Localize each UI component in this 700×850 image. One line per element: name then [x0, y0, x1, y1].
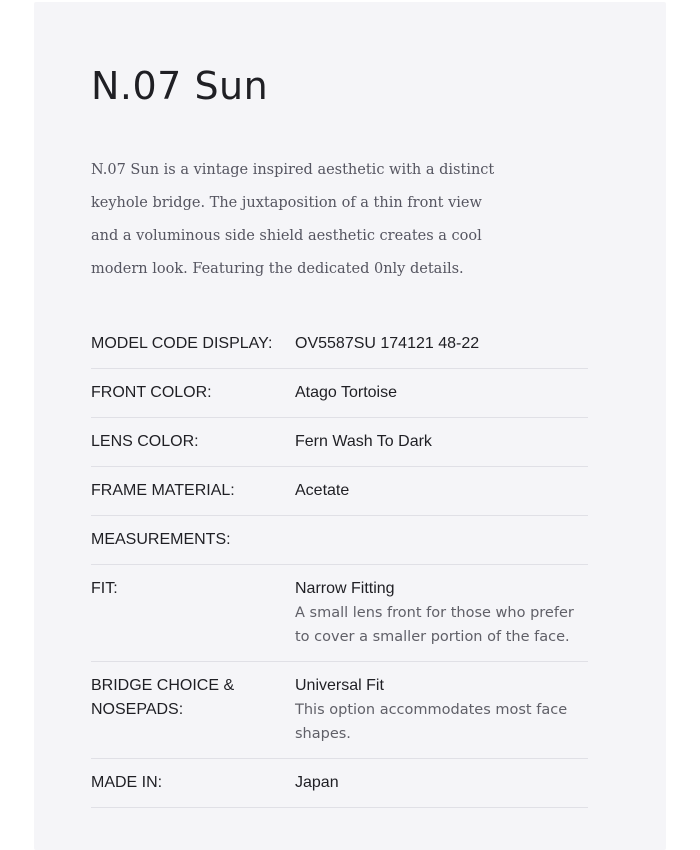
spec-row-front-color	[91, 381, 588, 418]
spec-value-text: Narrow Fitting	[295, 580, 395, 597]
spec-row-bridge-choice	[91, 674, 588, 759]
spec-row-lens-color	[91, 430, 588, 467]
spec-label: FRONT COLOR:	[91, 384, 212, 401]
product-details-panel	[34, 2, 666, 850]
spec-label: LENS COLOR:	[91, 433, 199, 450]
spec-label: FIT:	[91, 580, 118, 597]
spec-label: MADE IN:	[91, 774, 163, 791]
spec-label: BRIDGE CHOICE & NOSEPADS:	[91, 677, 235, 718]
spec-value	[295, 332, 588, 356]
spec-value-text: Acetate	[295, 482, 350, 499]
spec-value	[295, 674, 588, 746]
spec-row-fit	[91, 577, 588, 662]
spec-value	[295, 528, 588, 552]
spec-row-measurements	[91, 528, 588, 565]
product-description: N.07 Sun is a vintage inspired aesthetic with a distinct keyhole bridge. The juxtaposition of a thin front view and a voluminous side shield aesthetic creates a cool modern look. Featuring the dedicated 0nly details.	[91, 162, 495, 277]
spec-row-model-code	[91, 332, 588, 369]
spec-value	[295, 771, 588, 795]
spec-value-text: Atago Tortoise	[295, 384, 397, 401]
spec-value-note: A small lens front for those who prefer to cover a smaller portion of the face.	[295, 605, 574, 645]
spec-value	[295, 577, 588, 649]
spec-label: FRAME MATERIAL:	[91, 482, 235, 499]
spec-value-text: Fern Wash To Dark	[295, 433, 432, 450]
spec-value-text: OV5587SU 174121 48-22	[295, 335, 480, 352]
spec-label: MODEL CODE DISPLAY:	[91, 335, 273, 352]
spec-row-frame-material	[91, 479, 588, 516]
spec-table	[91, 332, 588, 820]
spec-value	[295, 430, 588, 454]
spec-value-text: Japan	[295, 774, 339, 791]
spec-label: MEASUREMENTS:	[91, 531, 231, 548]
spec-value	[295, 381, 588, 405]
spec-value	[295, 479, 588, 503]
spec-value-text: Universal Fit	[295, 677, 384, 694]
spec-value-note: This option accommodates most face shapes.	[295, 702, 568, 742]
spec-row-made-in	[91, 771, 588, 808]
product-title: N.07 Sun	[91, 64, 269, 108]
